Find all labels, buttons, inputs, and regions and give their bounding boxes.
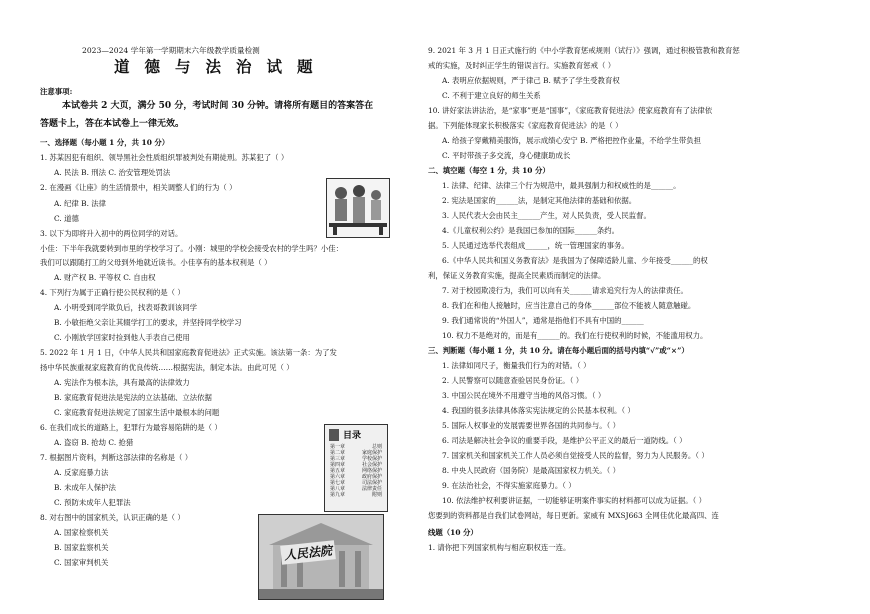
left_column-line: 2023—2024 学年第一学期期末六年级教学质量检测 xyxy=(82,46,260,55)
toc-chapter-title: 司法保护 xyxy=(361,480,382,486)
right_column-line: 三、判断题（每小题 1 分，共 10 分。请在每小题后面的括号内填“√”或“×”） xyxy=(428,346,689,355)
toc-chapter: 第八章 xyxy=(330,486,346,492)
toc-chapter: 第一章 xyxy=(330,444,346,450)
left_column-line: 注意事项: xyxy=(40,87,73,96)
left_column-line: A. 财产权 B. 平等权 C. 自由权 xyxy=(54,273,156,282)
right_column-line: 戒的实施，及时纠正学生的错误言行。实施教育惩戒（ ） xyxy=(428,61,616,70)
toc-chapter-title: 法律责任 xyxy=(361,486,382,492)
left_column-line: A. 反家庭暴力法 xyxy=(54,468,109,477)
toc-chapter: 第四章 xyxy=(330,462,346,468)
left_column-line: A. 纪律 B. 法律 xyxy=(54,199,107,208)
left_column-line: 一、选择题（每小题 1 分，共 10 分） xyxy=(40,138,170,147)
toc-chapter-title: 社会保护 xyxy=(361,462,382,468)
left_column-line: 本试卷共 2 大页，满分 50 分，考试时间 30 分钟。请将所有题目的答案答在 xyxy=(62,101,374,111)
right_column-line: 7. 对于校园欺凌行为，我们可以向有关______请求追究行为人的法律责任。 xyxy=(442,286,688,295)
toc-chapter-title: 网络保护 xyxy=(361,468,382,474)
right_column-line: 10. 讲好家法讲法治，是“家事”更是“国事”，《家庭教育促进法》使家庭教育有了法律依 xyxy=(428,106,713,115)
right_column-line: 1. 法律如同尺子，衡量我们行为的对错。（ ） xyxy=(442,361,591,370)
left_column-line: A. 民法 B. 刑法 C. 治安管理处罚法 xyxy=(54,168,171,177)
left_column-line: 答题卡上，答在本试卷上一律无效。 xyxy=(40,119,185,129)
book-icon xyxy=(329,429,339,441)
left_column-line: A. 国家检察机关 xyxy=(54,528,109,537)
toc-title: 目录 xyxy=(343,431,362,441)
right_column-line: 4. 我国的很多法律具体落实宪法规定的公民基本权利。（ ） xyxy=(442,406,635,415)
toc-chapter-title: 总则 xyxy=(371,444,382,450)
left_column-line: C. 道德 xyxy=(54,214,79,223)
right_column-line: 5. 国际人权事业的发展需要世界各国的共同参与。（ ） xyxy=(442,421,621,430)
right_column-line: 10. 依法维护权利要讲证据，一切能够证明案件事实的材料都可以成为证据。（ ） xyxy=(442,496,707,505)
left_column-line: 我们可以跟随打工的父母到外地就近读书。小佳享有的基本权利是（ ） xyxy=(40,258,272,267)
toc-chapter-title: 附则 xyxy=(371,492,382,498)
toc-chapter: 第六章 xyxy=(330,474,346,480)
left_column-line: A. 小明受到同学欺负后，找表哥教训该同学 xyxy=(54,303,198,312)
left_column-line: 5. 2022 年 1 月 1 日，《中华人民共和国家庭教育促进法》正式实施。该法第一条：为了发 xyxy=(40,348,337,357)
people-illustration xyxy=(326,178,390,238)
left_column-line: B. 家庭教育促进法是宪法的立法基础、立法依据 xyxy=(54,393,212,402)
right_column-line: 5. 人民通过选举代表组成______，统一管理国家的事务。 xyxy=(442,241,629,250)
right_column-line: 1. 请你把下列国家机构与相应职权连一连。 xyxy=(428,543,571,552)
left_column-line: 小佳：下半年我就要转到市里的学校学习了。小刚：城里的学校会接受农村的学生吗？小佳： xyxy=(40,244,344,253)
left_column-line: 道德与法治试题 xyxy=(114,57,328,76)
right_column-line: 4.《儿童权利公约》是我国已参加的国际______条约。 xyxy=(442,226,620,235)
left_column-line: 7. 根据图片资料，判断这部法律的名称是（ ） xyxy=(40,453,193,462)
right_column-line: 9. 我们通常说的“外国人”，通常是指他们不具有中国的______ xyxy=(442,316,644,325)
right_column-line: 2. 宪法是国家的______法，是制定其他法律的基础和依据。 xyxy=(442,196,637,205)
right_column-line: 线题（10 分） xyxy=(428,528,478,537)
right_column-line: 3. 人民代表大会由民主______产生，对人民负责，受人民监督。 xyxy=(442,211,651,220)
right_column-line: 7. 国家机关和国家机关工作人员必须自觉接受人民的监督，努力为人民服务。（ ） xyxy=(442,451,709,460)
toc-chapter: 第五章 xyxy=(330,468,346,474)
right_column-line: C. 平时带孩子多交流，身心健康助成长 xyxy=(442,151,571,160)
right_column-line: 3. 中国公民在境外不用遵守当地的风俗习惯。（ ） xyxy=(442,391,606,400)
left_column-line: C. 预防未成年人犯罪法 xyxy=(54,498,131,507)
right_column-line: 9. 在法治社会，不得实施家庭暴力。（ ） xyxy=(442,481,576,490)
left_column-line: 6. 在我们成长的道路上，犯罪行为最容易陷阱的是（ ） xyxy=(40,423,222,432)
right_column-line: 二、填空题（每空 1 分，共 10 分） xyxy=(428,166,550,175)
right_column-line: 9. 2021 年 3 月 1 日正式施行的《中小学教育惩戒规则（试行）》强调，通过积极管教和教育惩 xyxy=(428,46,740,55)
left_column-line: 2. 在漫画《让座》的生活情景中，相关调整人们的行为（ ） xyxy=(40,183,237,192)
table-of-contents-image xyxy=(324,424,388,512)
left_column-line: C. 家庭教育促进法规定了国家生活中最根本的问题 xyxy=(54,408,220,417)
right_column-line: 8. 我们在和他人接触时，应当注意自己的身体______部位不能被人随意触碰。 xyxy=(442,301,696,310)
right_column-line: 1. 法律、纪律、法律三个行为规范中，最具强制力和权威性的是______。 xyxy=(442,181,681,190)
left_column-line: B. 小敏拒绝父亲让其辍学打工的要求，并坚持同学校学习 xyxy=(54,318,242,327)
left_column-line: 4. 下列行为属于正确行使公民权利的是（ ） xyxy=(40,288,185,297)
right_column-line: 6. 司法是解决社会争议的重要手段，是维护公平正义的最后一道防线。（ ） xyxy=(442,436,687,445)
left_column-line: B. 国家监察机关 xyxy=(54,543,109,552)
left_column-line: C. 小刚放学回家时捡到他人手表自己使用 xyxy=(54,333,190,342)
toc-chapter-title: 政府保护 xyxy=(361,474,382,480)
left_column-line: 8. 对右图中的国家机关，认识正确的是（ ） xyxy=(40,513,185,522)
left_column-line: 3. 以下为即将升入初中的两位同学的对话。 xyxy=(40,229,183,238)
left_column-line: B. 未成年人保护法 xyxy=(54,483,116,492)
people-cartoon-svg xyxy=(327,179,389,237)
toc-chapter: 第二章 xyxy=(330,450,346,456)
right_column-line: C. 不利于建立良好的师生关系 xyxy=(442,91,541,100)
toc-list xyxy=(325,444,387,498)
toc-chapter: 第九章 xyxy=(330,492,346,498)
right_column-line: 8. 中央人民政府（国务院）是最高国家权力机关。（ ） xyxy=(442,466,621,475)
court-sign: 人民法院 xyxy=(280,540,336,565)
court-building-illustration xyxy=(258,514,384,600)
right_column-line: A. 给孩子穿戴精美服饰，展示成绩心安宁 B. 严格把控作业量，不给学生带负担 xyxy=(442,136,702,145)
right_column-line: 您要到的资料都是自我们试卷网站，每日更新。家威有 MXSJ663 全网佳优化最高四、连 xyxy=(428,511,719,520)
left_column-line: A. 盗窃 B. 抢劫 C. 抢猎 xyxy=(54,438,134,447)
left_column-line: A. 宪法作为根本法，具有最高的法律效力 xyxy=(54,378,190,387)
right_column-line: A. 表明应依据规则，严于律己 B. 赋予了学生受教育权 xyxy=(442,76,620,85)
toc-chapter-title: 学校保护 xyxy=(361,456,382,462)
right_column-line: 6.《中华人民共和国义务教育法》是我国为了保障适龄儿童、少年接受______的权 xyxy=(442,256,708,265)
left_column-line: 扬中华民族重视家庭教育的优良传统……根据宪法，制定本法。由此可见（ ） xyxy=(40,363,294,372)
toc-chapter: 第七章 xyxy=(330,480,346,486)
toc-chapter-title: 家庭保护 xyxy=(361,450,382,456)
right_column-line: 10. 权力不是绝对的，而是有______的。我们在行使权利的时候，不能滥用权力。 xyxy=(442,331,708,340)
right_column-line: 利，保证义务教育实施，提高全民素质而制定的法律。 xyxy=(428,271,606,280)
left_column-line: C. 国家审判机关 xyxy=(54,558,109,567)
toc-row xyxy=(330,492,382,498)
right_column-line: 据。下列能体现家长积极落实《家庭教育促进法》的是（ ） xyxy=(428,121,623,130)
right_column-line: 2. 人民警察可以随意查验居民身份证。（ ） xyxy=(442,376,584,385)
toc-chapter: 第三章 xyxy=(330,456,346,462)
left_column-line: 1. 苏某因犯有组织、领导黑社会性质组织罪被判处有期徒刑。苏某犯了（ ） xyxy=(40,153,289,162)
